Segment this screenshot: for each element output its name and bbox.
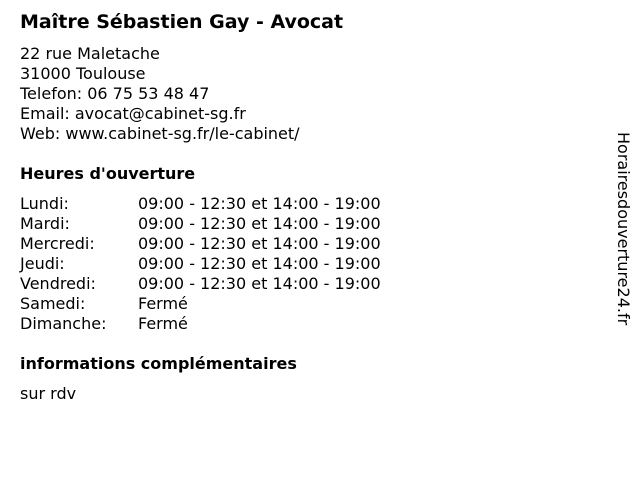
hours-row-thursday	[20, 254, 381, 274]
time-value: 09:00 - 12:30 et 14:00 - 19:00	[138, 214, 381, 233]
day-label: Lundi:	[20, 194, 69, 213]
info-text: sur rdv	[20, 384, 77, 403]
page-title: Maître Sébastien Gay - Avocat	[20, 11, 344, 33]
hours-table	[20, 194, 381, 334]
hours-row-wednesday	[20, 234, 381, 254]
time-value: 09:00 - 12:30 et 14:00 - 19:00	[138, 234, 381, 253]
hours-row-tuesday	[20, 214, 381, 234]
day-label: Jeudi:	[20, 254, 65, 273]
street-address: 22 rue Maletache	[20, 44, 160, 63]
info-heading: informations complémentaires	[20, 354, 297, 373]
day-label: Vendredi:	[20, 274, 96, 293]
hours-row-sunday	[20, 314, 381, 334]
day-label: Mercredi:	[20, 234, 95, 253]
city-postcode: 31000 Toulouse	[20, 64, 146, 83]
hours-row-friday	[20, 274, 381, 294]
time-value: Fermé	[138, 314, 188, 333]
day-label: Samedi:	[20, 294, 86, 313]
email-address: Email: avocat@cabinet-sg.fr	[20, 104, 246, 123]
contact-block	[20, 44, 300, 144]
website-address: Web: www.cabinet-sg.fr/le-cabinet/	[20, 124, 300, 143]
hours-row-monday	[20, 194, 381, 214]
phone-number: Telefon: 06 75 53 48 47	[20, 84, 210, 103]
day-label: Mardi:	[20, 214, 70, 233]
time-value: Fermé	[138, 294, 188, 313]
watermark-text: Horairesdouverture24.fr	[614, 132, 633, 326]
time-value: 09:00 - 12:30 et 14:00 - 19:00	[138, 274, 381, 293]
time-value: 09:00 - 12:30 et 14:00 - 19:00	[138, 254, 381, 273]
hours-row-saturday	[20, 294, 381, 314]
day-label: Dimanche:	[20, 314, 107, 333]
hours-heading: Heures d'ouverture	[20, 164, 196, 183]
time-value: 09:00 - 12:30 et 14:00 - 19:00	[138, 194, 381, 213]
